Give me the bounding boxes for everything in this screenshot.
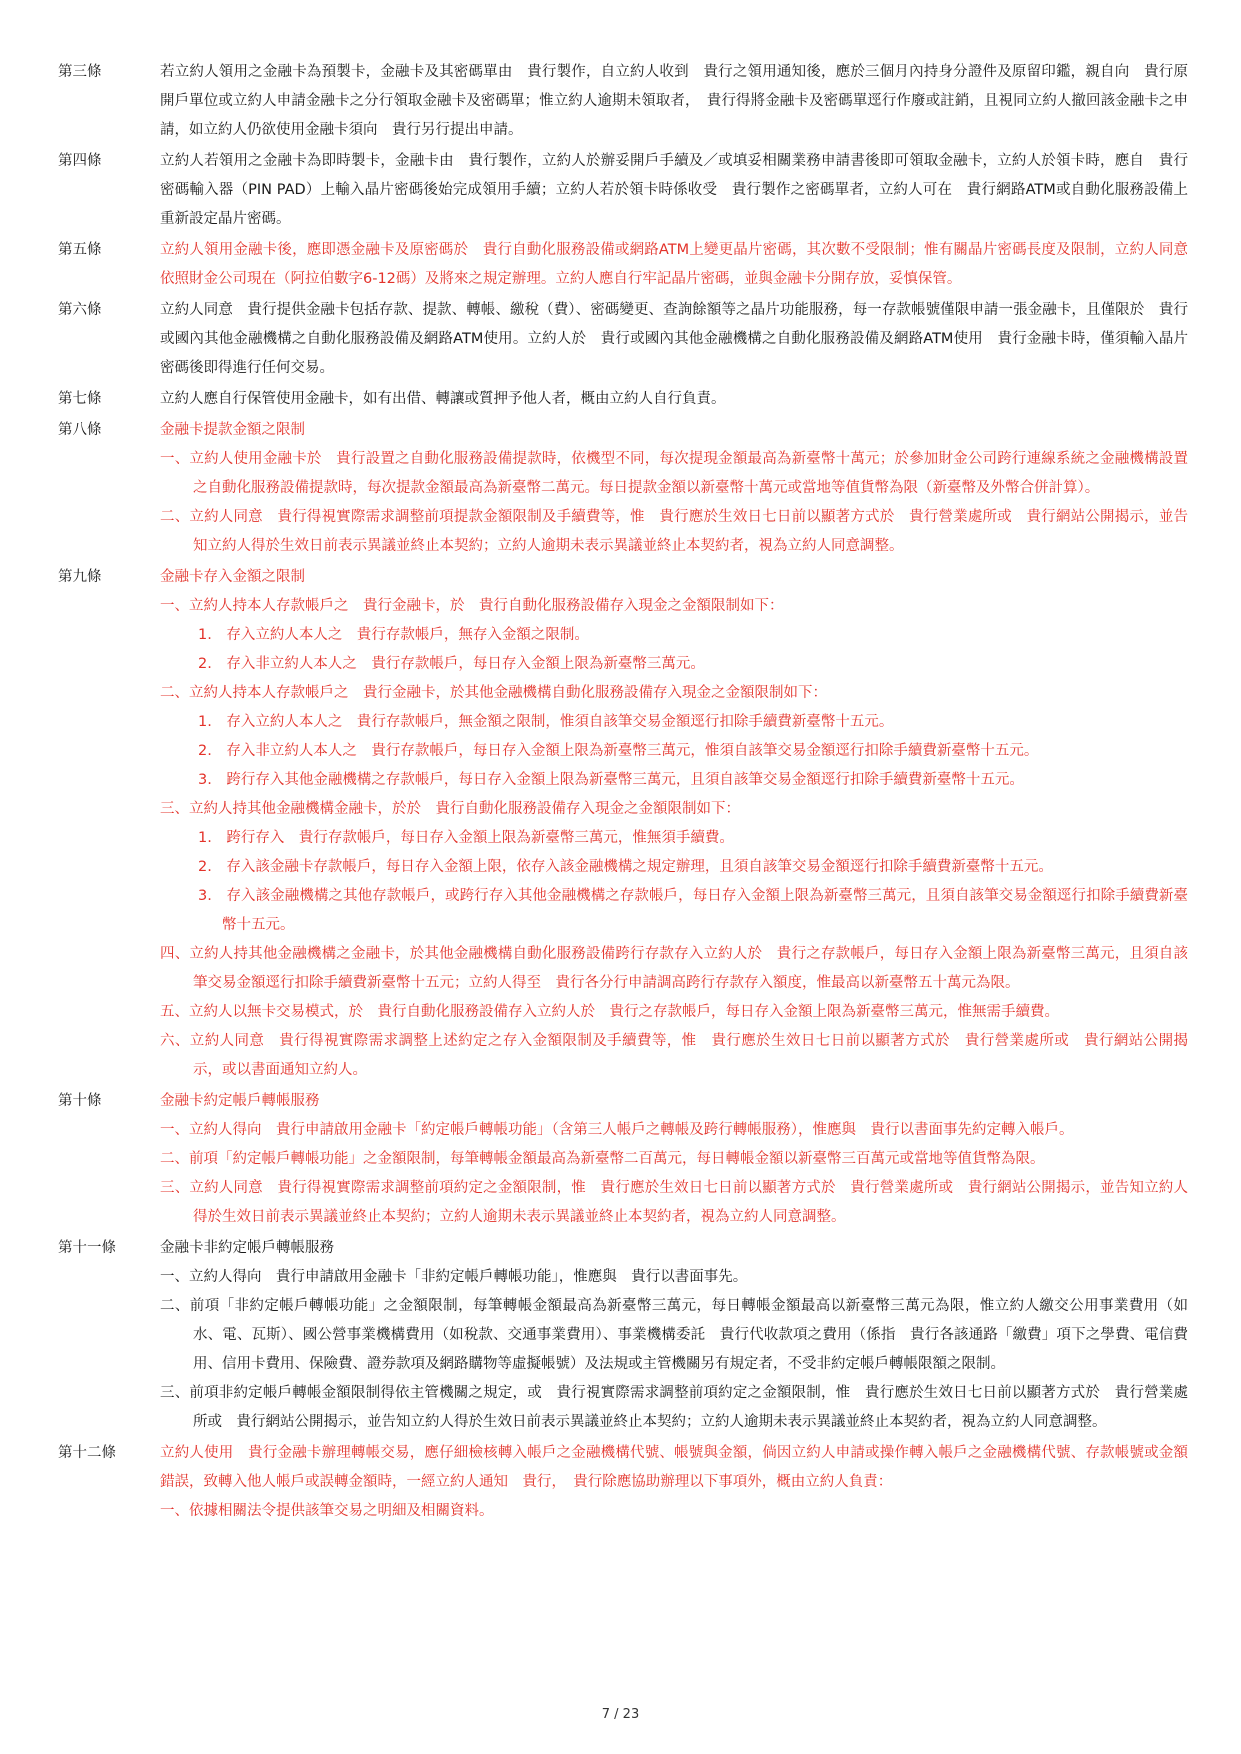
article-paragraph: 立約人領用金融卡後，應即憑金融卡及原密碼於 貴行自動化服務設備或網路ATM上變更晶片密碼，其次數不受限制；惟有關晶片密碼長度及限制，立約人同意依照財金公司現在（阿拉伯數字6-12碼）及將來之規定辦理。立約人應自行牢記晶片密碼，並與金融卡分開存放，妥慎保管。: [160, 242, 1188, 287]
clause-item: 二、前項「約定帳戶轉帳功能」之金額限制，每筆轉帳金額最高為新臺幣二百萬元，每日轉帳金額以新臺幣三百萬元或當地等值貨幣為限。: [160, 1151, 1045, 1167]
sub-clause-item: 2. 存入該金融卡存款帳戶，每日存入金額上限，依存入該金融機構之規定辦理，且須自該筆交易金額逕行扣除手續費新臺幣十五元。: [198, 859, 1053, 875]
clause-item: 二、立約人同意 貴行得視實際需求調整前項提款金額限制及手續費等，惟 貴行應於生效日七日前以顯著方式於 貴行營業處所或 貴行網站公開揭示，並告知立約人得於生效日前表示異議並終止本契約；立約人逾期未表示異議並終止本契約者，視為立約人同意調整。: [160, 509, 1188, 554]
article-title: 金融卡提款金額之限制: [160, 422, 305, 438]
clause-item: 一、立約人持本人存款帳戶之 貴行金融卡，於 貴行自動化服務設備存入現金之金額限制如下：: [160, 598, 784, 614]
article-number: 第七條: [58, 391, 102, 407]
article-number: 第十條: [58, 1093, 102, 1109]
clause-item: 五、立約人以無卡交易模式，於 貴行自動化服務設備存入立約人於 貴行之存款帳戶，每日存入金額上限為新臺幣三萬元，惟無需手續費。: [160, 1004, 1059, 1020]
sub-clause-item: 3. 存入該金融機構之其他存款帳戶，或跨行存入其他金融機構之存款帳戶，每日存入金額上限為新臺幣三萬元，且須自該筆交易金額逕行扣除手續費新臺幣十五元。: [198, 888, 1188, 933]
clause-item: 一、立約人得向 貴行申請啟用金融卡「非約定帳戶轉帳功能」，惟應與 貴行以書面事先。: [160, 1269, 748, 1285]
clause-item: 六、立約人同意 貴行得視實際需求調整上述約定之存入金額限制及手續費等，惟 貴行應於生效日七日前以顯著方式於 貴行營業處所或 貴行網站公開揭示，或以書面通知立約人。: [160, 1033, 1188, 1078]
article-number: 第十一條: [58, 1240, 116, 1256]
article: [58, 1439, 1188, 1526]
page-number: 7 / 23: [601, 1707, 640, 1722]
article-body: [160, 385, 1188, 414]
article-body: [160, 296, 1188, 383]
article-number: 第十二條: [58, 1445, 116, 1461]
article-body: [160, 416, 1188, 561]
article-paragraph: 立約人應自行保管使用金融卡，如有出借、轉讓或質押予他人者，概由立約人自行負責。: [160, 391, 726, 407]
clause-item: 二、立約人持本人存款帳戶之 貴行金融卡，於其他金融機構自動化服務設備存入現金之金額限制如下：: [160, 685, 827, 701]
article-body: [160, 147, 1188, 234]
sub-clause-item: 1. 存入立約人本人之 貴行存款帳戶，無金額之限制，惟須自該筆交易金額逕行扣除手續費新臺幣十五元。: [198, 714, 894, 730]
article-paragraph: 立約人若領用之金融卡為即時製卡，金融卡由 貴行製作，立約人於辦妥開戶手續及／或填妥相關業務申請書後即可領取金融卡，立約人於領卡時，應自 貴行密碼輸入器（PIN PAD）上輸入晶片密碼後始完成領用手續；立約人若於領卡時係收受 貴行製作之密碼單者，立約人可在 貴行網路ATM或自動化服務設備上重新設定晶片密碼。: [160, 153, 1188, 227]
article-title: 金融卡存入金額之限制: [160, 569, 305, 585]
article-body: [160, 563, 1188, 1085]
article-number: 第八條: [58, 422, 102, 438]
clause-item: 三、立約人同意 貴行得視實際需求調整前項約定之金額限制，惟 貴行應於生效日七日前以顯著方式於 貴行營業處所或 貴行網站公開揭示，並告知立約人得於生效日前表示異議並終止本契約；立約人逾期未表示異議並終止本契約者，視為立約人同意調整。: [160, 1180, 1188, 1225]
clause-item: 一、立約人得向 貴行申請啟用金融卡「約定帳戶轉帳功能」（含第三人帳戶之轉帳及跨行轉帳服務），惟應與 貴行以書面事先約定轉入帳戶。: [160, 1122, 1074, 1138]
article: [58, 385, 1188, 414]
article-body: [160, 1439, 1188, 1526]
article-number: 第九條: [58, 569, 102, 585]
article-number: 第六條: [58, 302, 102, 318]
article-number: 第三條: [58, 64, 102, 80]
sub-clause-item: 3. 跨行存入其他金融機構之存款帳戶，每日存入金額上限為新臺幣三萬元，且須自該筆交易金額逕行扣除手續費新臺幣十五元。: [198, 772, 1024, 788]
article-paragraph: 若立約人領用之金融卡為預製卡，金融卡及其密碼單由 貴行製作，自立約人收到 貴行之領用通知後，應於三個月內持身分證件及原留印鑑，親自向 貴行原開戶單位或立約人申請金融卡之分行領取金融卡及密碼單；惟立約人逾期未領取者， 貴行得將金融卡及密碼單逕行作廢或註銷，且視同立約人撤回該金融卡之申請，如立約人仍欲使用金融卡須向 貴行另行提出申請。: [160, 64, 1188, 138]
article: [58, 416, 1188, 561]
article-title: 金融卡非約定帳戶轉帳服務: [160, 1240, 334, 1256]
article-body: [160, 1234, 1188, 1437]
contract-page: [58, 58, 1188, 1528]
clause-item: 一、立約人使用金融卡於 貴行設置之自動化服務設備提款時，依機型不同，每次提現金額最高為新臺幣十萬元；於參加財金公司跨行連線系統之金融機構設置之自動化服務設備提款時，每次提款金額最高為新臺幣二萬元。每日提款金額以新臺幣十萬元或當地等值貨幣為限（新臺幣及外幣合併計算）。: [160, 451, 1188, 496]
article-body: [160, 1087, 1188, 1232]
article-paragraph: 立約人使用 貴行金融卡辦理轉帳交易，應仔細檢核轉入帳戶之金融機構代號、帳號與金額，倘因立約人申請或操作轉入帳戶之金融機構代號、存款帳號或金額錯誤，致轉入他人帳戶或誤轉金額時，一經立約人通知 貴行， 貴行除應協助辦理以下事項外，概由立約人負責：: [160, 1445, 1188, 1490]
clause-item: 四、立約人持其他金融機構之金融卡，於其他金融機構自動化服務設備跨行存款存入立約人於 貴行之存款帳戶，每日存入金額上限為新臺幣三萬元，且須自該筆交易金額逕行扣除手續費新臺幣十五元；立約人得至 貴行各分行申請調高跨行存款存入額度，惟最高以新臺幣五十萬元為限。: [160, 946, 1188, 991]
article-number: 第四條: [58, 153, 102, 169]
article: [58, 1234, 1188, 1437]
clause-item: 二、前項「非約定帳戶轉帳功能」之金額限制，每筆轉帳金額最高為新臺幣三萬元，每日轉帳金額最高以新臺幣三萬元為限，惟立約人繳交公用事業費用（如水、電、瓦斯）、國公營事業機構費用（如稅款、交通事業費用）、事業機構委託 貴行代收款項之費用（係指 貴行各該通路「繳費」項下之學費、電信費用、信用卡費用、保險費、證券款項及網路購物等虛擬帳號）及法規或主管機關另有規定者，不受非約定帳戶轉帳限額之限制。: [160, 1298, 1188, 1372]
article: [58, 296, 1188, 383]
sub-clause-item: 2. 存入非立約人本人之 貴行存款帳戶，每日存入金額上限為新臺幣三萬元。: [198, 656, 705, 672]
article-number: 第五條: [58, 242, 102, 258]
article: [58, 236, 1188, 294]
article: [58, 58, 1188, 145]
article-paragraph: 立約人同意 貴行提供金融卡包括存款、提款、轉帳、繳稅（費）、密碼變更、查詢餘額等之晶片功能服務，每一存款帳號僅限申請一張金融卡，且僅限於 貴行或國內其他金融機構之自動化服務設備及網路ATM使用。立約人於 貴行或國內其他金融機構之自動化服務設備及網路ATM使用 貴行金融卡時，僅須輸入晶片密碼後即得進行任何交易。: [160, 302, 1188, 376]
article: [58, 563, 1188, 1085]
article-title: 金融卡約定帳戶轉帳服務: [160, 1093, 320, 1109]
article-body: [160, 58, 1188, 145]
sub-clause-item: 1. 跨行存入 貴行存款帳戶，每日存入金額上限為新臺幣三萬元，惟無須手續費。: [198, 830, 734, 846]
clause-item: 三、立約人持其他金融機構金融卡，於於 貴行自動化服務設備存入現金之金額限制如下：: [160, 801, 740, 817]
sub-clause-item: 2. 存入非立約人本人之 貴行存款帳戶，每日存入金額上限為新臺幣三萬元，惟須自該筆交易金額逕行扣除手續費新臺幣十五元。: [198, 743, 1039, 759]
article: [58, 147, 1188, 234]
sub-clause-item: 1. 存入立約人本人之 貴行存款帳戶，無存入金額之限制。: [198, 627, 589, 643]
article-body: [160, 236, 1188, 294]
clause-item: 一、依據相關法令提供該筆交易之明細及相關資料。: [160, 1503, 494, 1519]
clause-item: 三、前項非約定帳戶轉帳金額限制得依主管機關之規定，或 貴行視實際需求調整前項約定之金額限制，惟 貴行應於生效日七日前以顯著方式於 貴行營業處所或 貴行網站公開揭示，並告知立約人得於生效日前表示異議並終止本契約；立約人逾期未表示異議並終止本契約者，視為立約人同意調整。: [160, 1385, 1188, 1430]
article: [58, 1087, 1188, 1232]
